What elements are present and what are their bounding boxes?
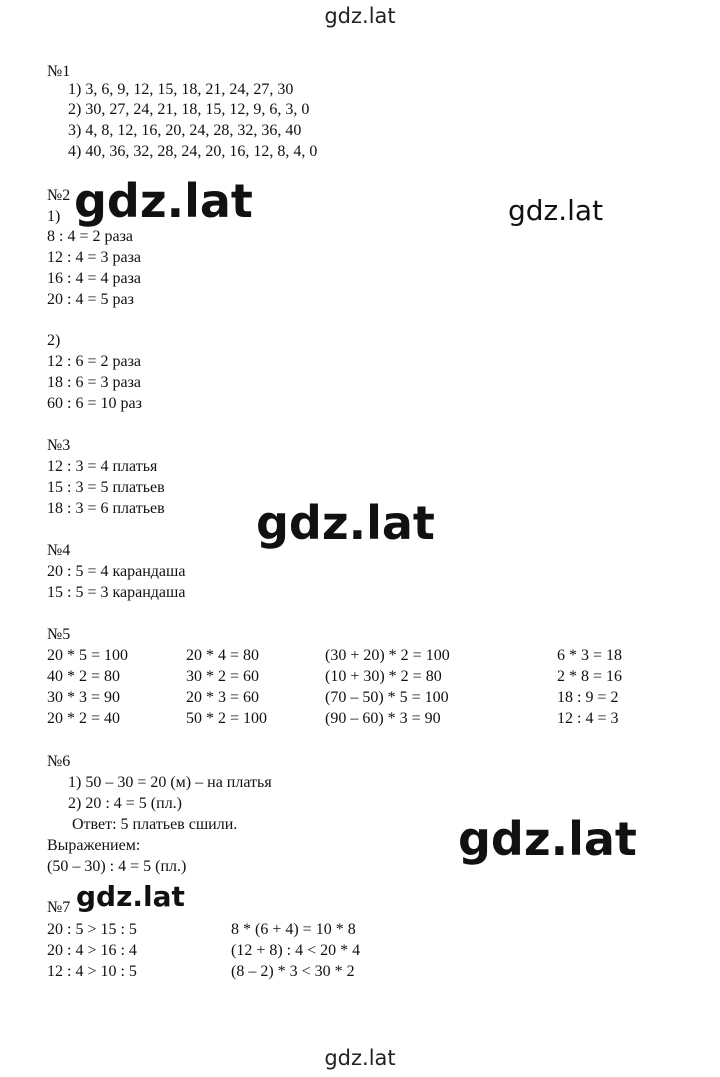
watermark-top: gdz.lat <box>324 4 396 28</box>
task-6-number: №6 <box>47 753 71 770</box>
task-5-col-1-row-4: 20 * 2 = 40 <box>47 710 121 727</box>
task-7-col-1-row-3: 12 : 4 > 10 : 5 <box>47 963 137 980</box>
task-1-line-4: 4) 40, 36, 32, 28, 24, 20, 16, 12, 8, 4, 0 <box>68 143 318 160</box>
task-7-col-2-row-3: (8 – 2) * 3 < 30 * 2 <box>231 963 355 980</box>
task-3-number: №3 <box>47 437 71 454</box>
task-5-col-1-row-1: 20 * 5 = 100 <box>47 647 129 664</box>
task-2-part-2-label: 2) <box>47 332 61 349</box>
task-7-number: №7 <box>47 899 71 916</box>
task-6-step-2: 2) 20 : 4 = 5 (пл.) <box>68 795 182 812</box>
task-2-part-1-line-3: 16 : 4 = 4 раза <box>47 270 141 287</box>
task-2-part-1-line-4: 20 : 4 = 5 раз <box>47 291 134 308</box>
task-2-number: №2 <box>47 187 71 204</box>
task-6-answer: Ответ: 5 платьев сшили. <box>72 816 238 833</box>
task-5-col-4-row-4: 12 : 4 = 3 <box>557 710 619 727</box>
watermark-bottom: gdz.lat <box>324 1046 396 1070</box>
task-1-line-2: 2) 30, 27, 24, 21, 18, 15, 12, 9, 6, 3, 0 <box>68 101 310 118</box>
task-2-part-1-line-2: 12 : 4 = 3 раза <box>47 249 141 266</box>
task-5-col-4-row-1: 6 * 3 = 18 <box>557 647 623 664</box>
watermark-medium-1: gdz.lat <box>508 194 604 227</box>
task-6-expression-label: Выражением: <box>47 837 141 854</box>
task-5-col-2-row-4: 50 * 2 = 100 <box>186 710 268 727</box>
task-3-line-3: 18 : 3 = 6 платьев <box>47 500 165 517</box>
task-5-col-3-row-2: (10 + 30) * 2 = 80 <box>325 668 442 685</box>
task-7-col-2-row-1: 8 * (6 + 4) = 10 * 8 <box>231 921 356 938</box>
task-6-expression: (50 – 30) : 4 = 5 (пл.) <box>47 858 187 875</box>
task-2-part-2-line-3: 60 : 6 = 10 раз <box>47 395 142 412</box>
task-5-col-4-row-2: 2 * 8 = 16 <box>557 668 623 685</box>
watermark-large-2: gdz.lat <box>256 496 435 550</box>
task-5-col-2-row-3: 20 * 3 = 60 <box>186 689 260 706</box>
watermark-medium-2: gdz.lat <box>76 880 185 913</box>
watermark-large-1: gdz.lat <box>74 174 253 228</box>
task-7-col-1-row-2: 20 : 4 > 16 : 4 <box>47 942 137 959</box>
task-6-step-1: 1) 50 – 30 = 20 (м) – на платья <box>68 774 272 791</box>
task-1-number: №1 <box>47 63 71 80</box>
task-5-col-3-row-3: (70 – 50) * 5 = 100 <box>325 689 449 706</box>
task-4-line-1: 20 : 5 = 4 карандаша <box>47 563 186 580</box>
task-3-line-2: 15 : 3 = 5 платьев <box>47 479 165 496</box>
task-1-line-3: 3) 4, 8, 12, 16, 20, 24, 28, 32, 36, 40 <box>68 122 302 139</box>
task-5-col-2-row-1: 20 * 4 = 80 <box>186 647 260 664</box>
task-2-part-1-line-1: 8 : 4 = 2 раза <box>47 228 133 245</box>
task-2-part-2-line-1: 12 : 6 = 2 раза <box>47 353 141 370</box>
task-7-col-2-row-2: (12 + 8) : 4 < 20 * 4 <box>231 942 361 959</box>
task-5-col-3-row-1: (30 + 20) * 2 = 100 <box>325 647 450 664</box>
task-5-col-1-row-3: 30 * 3 = 90 <box>47 689 121 706</box>
task-7-col-1-row-1: 20 : 5 > 15 : 5 <box>47 921 137 938</box>
task-4-number: №4 <box>47 542 71 559</box>
task-5-col-1-row-2: 40 * 2 = 80 <box>47 668 121 685</box>
task-2-part-2-line-2: 18 : 6 = 3 раза <box>47 374 141 391</box>
task-1-line-1: 1) 3, 6, 9, 12, 15, 18, 21, 24, 27, 30 <box>68 81 294 98</box>
watermark-large-3: gdz.lat <box>458 812 637 866</box>
task-5-number: №5 <box>47 626 71 643</box>
task-3-line-1: 12 : 3 = 4 платья <box>47 458 158 475</box>
task-4-line-2: 15 : 5 = 3 карандаша <box>47 584 186 601</box>
task-5-col-3-row-4: (90 – 60) * 3 = 90 <box>325 710 441 727</box>
task-2-part-1-label: 1) <box>47 208 61 225</box>
task-5-col-4-row-3: 18 : 9 = 2 <box>557 689 619 706</box>
task-5-col-2-row-2: 30 * 2 = 60 <box>186 668 260 685</box>
